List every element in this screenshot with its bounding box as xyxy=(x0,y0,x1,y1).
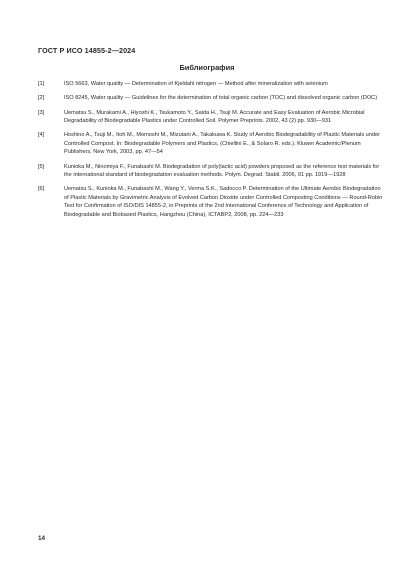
reference-item xyxy=(38,109,384,126)
reference-number: [4] xyxy=(38,132,45,139)
reference-text: Kunioka M., Ninomiya F., Funabashi M. Biodegradation of poly(lactic acid) powders proposed as the reference test materials for the international standard of biodegradation evaluation methods. Polym. Degrad. Stabil. 2006, 91 pp. 1919—1928 xyxy=(64,163,380,179)
page-number: 14 xyxy=(38,535,46,542)
reference-list xyxy=(38,80,384,225)
reference-text: Uematsu S., Murakami A., Hiyoshi K., Tsukamoto Y., Saida H., Tsuji M. Accurate and Easy Evaluation of Aerobic Microbial Degradability of Biodegradable Plastics under Controlled Soil. Polymer Preprints. 2002, 43 (2) pp. 930—931 xyxy=(64,109,365,125)
reference-text: ISO 8245, Water quality — Guidelines for the determination of total organic carbon (TOC) and dissolved organic carbon (DOC) xyxy=(64,95,378,102)
reference-number: [3] xyxy=(38,109,45,116)
reference-item xyxy=(38,163,384,180)
reference-number: [1] xyxy=(38,81,45,87)
reference-text: Hoshino A., Tsuji M., Itoh M., Momoshi M., Mizutani A., Takakuwa K. Study of Aerobic Biodegradability of Plastic Materials under Controlled Compost. In: Biodegradable Polymers and Plastics, (Chiellini E., & Solaro R. eds.). Kluwer Academic/Plenum Publishers, New York, 2003, pp. 47—54 xyxy=(64,132,380,156)
reference-number: [5] xyxy=(38,163,45,170)
reference-number: [2] xyxy=(38,95,45,102)
reference-item xyxy=(38,94,384,103)
reference-item xyxy=(38,185,384,219)
reference-item xyxy=(38,80,384,89)
reference-number: [6] xyxy=(38,186,45,193)
bibliography-title: Библиография xyxy=(179,63,235,72)
reference-text: ISO 5663, Water quality — Determination of Kjeldahl nitrogen — Method after mineralization with selenium xyxy=(64,81,328,87)
reference-text: Uematsu S., Kunioka M., Funabashi M., Wang Y., Verma S.K., Sadocco P. Determination of the Ultimate Aerobic Biodegradation of Plastic Materials by Gravimetric Analysis of Evolved Carbon Dioxide under Controlled Composting Conditions — Round-Robin Test for Confirmation of ISO/DIS 14855-2, in Preprints of the 2nd International Conference of Technology and Application of Biodegradable and Biobased Plastics, Hangzhou (China), ICTABP2, 2008, pp. 224—233 xyxy=(64,186,383,218)
document-header: ГОСТ Р ИСО 14855-2—2024 xyxy=(38,46,136,55)
reference-item xyxy=(38,131,384,157)
